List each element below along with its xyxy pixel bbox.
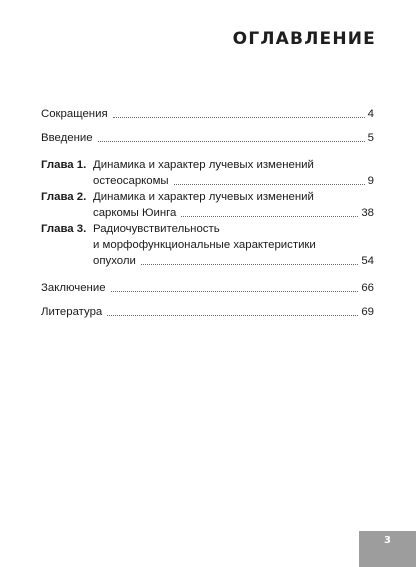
dot-leader xyxy=(98,141,365,142)
toc-entry-literature xyxy=(41,304,374,320)
table-of-contents xyxy=(41,106,374,320)
toc-entry-abbreviations xyxy=(41,106,374,122)
page-number: 3 xyxy=(384,535,391,546)
dot-leader xyxy=(174,184,365,185)
toc-chapter-2 xyxy=(41,189,374,221)
toc-entry-page: 38 xyxy=(361,207,374,219)
dot-leader xyxy=(181,216,358,217)
chapter-title-line: опухоли xyxy=(93,255,136,267)
chapter-title-line: и морфофункциональные характеристики xyxy=(93,239,316,251)
toc-entry-label: Заключение xyxy=(41,282,106,294)
chapter-title-line: Динамика и характер лучевых изменений xyxy=(93,159,314,171)
dot-leader xyxy=(113,117,365,118)
toc-entry-conclusion xyxy=(41,280,374,296)
toc-entry-label: Сокращения xyxy=(41,108,108,120)
dot-leader xyxy=(111,291,359,292)
chapter-title-line: Динамика и характер лучевых изменений xyxy=(93,191,314,203)
page-title: ОГЛАВЛЕНИЕ xyxy=(232,29,376,49)
toc-entry-intro xyxy=(41,130,374,146)
page-number-tab xyxy=(359,531,416,567)
toc-chapter-1 xyxy=(41,157,374,189)
chapter-title-line: саркомы Юинга xyxy=(93,207,177,219)
chapter-number: Глава 3. xyxy=(41,223,87,235)
toc-entry-page: 54 xyxy=(361,255,374,267)
dot-leader xyxy=(141,264,358,265)
dot-leader xyxy=(107,315,358,316)
chapter-number: Глава 2. xyxy=(41,191,87,203)
toc-entry-page: 5 xyxy=(367,132,374,144)
chapter-title-line: остеосаркомы xyxy=(93,175,169,187)
chapter-title-line: Радиочувствительность xyxy=(93,223,220,235)
toc-entry-page: 66 xyxy=(361,282,374,294)
toc-entry-label: Введение xyxy=(41,132,93,144)
toc-entry-page: 69 xyxy=(361,306,374,318)
toc-entry-page: 9 xyxy=(367,175,374,187)
chapter-number: Глава 1. xyxy=(41,159,87,171)
toc-entry-page: 4 xyxy=(367,108,374,120)
toc-entry-label: Литература xyxy=(41,306,103,318)
toc-chapter-3 xyxy=(41,221,374,269)
